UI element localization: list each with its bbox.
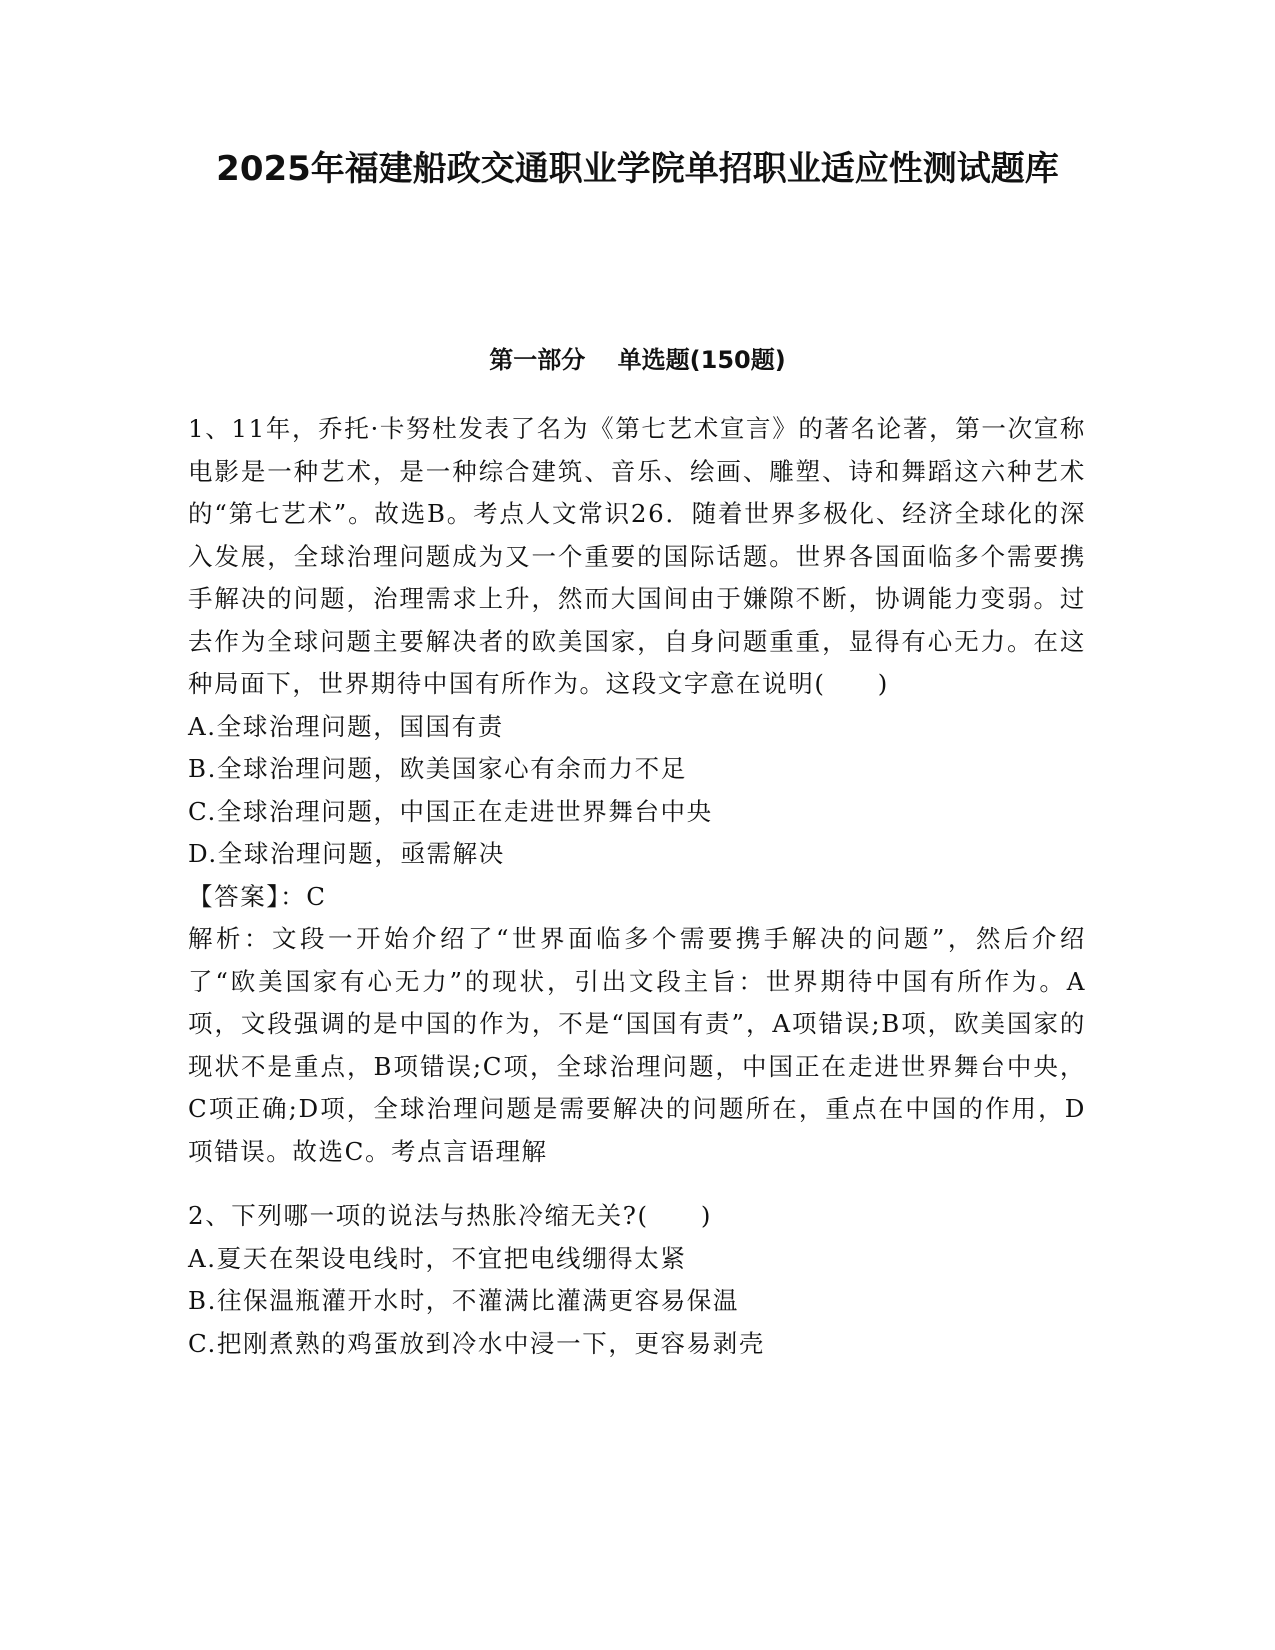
answer-line: 【答案】：C	[188, 881, 327, 911]
option-b: B.往保温瓶灌开水时，不灌满比灌满更容易保温	[188, 1286, 739, 1315]
option-d: D.全球治理问题，亟需解决	[188, 839, 505, 868]
option-a: A.全球治理问题，国国有责	[188, 711, 504, 741]
question-stem: 2、下列哪一项的说法与热胀冷缩无关?( )	[188, 1201, 713, 1230]
option-c: C.把刚煮熟的鸡蛋放到冷水中浸一下，更容易剥壳	[188, 1328, 765, 1358]
question-stem: 1、11年，乔托·卡努杜发表了名为《第七艺术宣言》的著名论著，第一次宣称电影是一种艺术，是一种综合建筑、音乐、绘画、雕塑、诗和舞蹈这六种艺术的“第七艺术”。故选B。考点人文常识26．随着世界多极化、经济全球化的深入发展，全球治理问题成为又一个重要的国际话题。世界各国面临多个需要携手解决的问题，治理需求上升，然而大国间由于嫌隙不断，协调能力变弱。过去作为全球问题主要解决者的欧美国家，自身问题重重，显得有心无力。在这种局面下，世界期待中国有所作为。这段文字意在说明( )	[188, 414, 1086, 698]
question-2	[188, 1195, 1086, 1365]
option-a: A.夏天在架设电线时，不宜把电线绷得太紧	[188, 1243, 687, 1273]
option-c: C.全球治理问题，中国正在走进世界舞台中央	[188, 796, 713, 826]
question-list	[188, 408, 1086, 1365]
option-b: B.全球治理问题，欧美国家心有余而力不足	[188, 754, 687, 783]
document-title: 2025年福建船政交通职业学院单招职业适应性测试题库	[216, 149, 1059, 189]
section-heading: 第一部分 单选题(150题)	[489, 346, 786, 374]
question-1	[188, 408, 1086, 1173]
analysis-text: 解析：文段一开始介绍了“世界面临多个需要携手解决的问题”，然后介绍了“欧美国家有心无力”的现状，引出文段主旨：世界期待中国有所作为。A项，文段强调的是中国的作为，不是“国国有责”，A项错误;B项，欧美国家的现状不是重点，B项错误;C项，全球治理问题，中国正在走进世界舞台中央，C项正确;D项，全球治理问题是需要解决的问题所在，重点在中国的作用，D项错误。故选C。考点言语理解	[188, 924, 1086, 1166]
